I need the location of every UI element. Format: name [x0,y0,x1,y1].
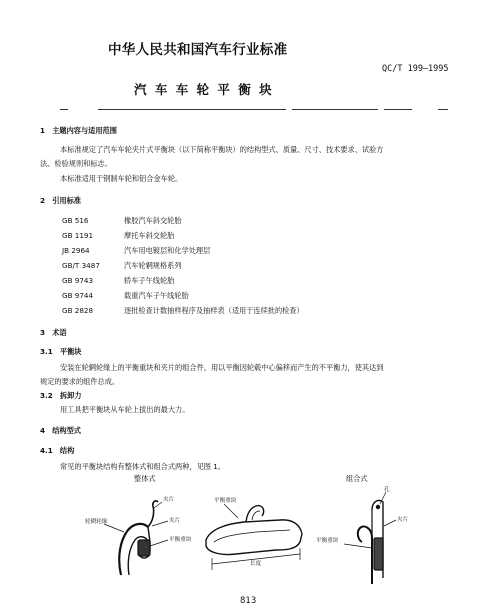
reference-title: 轿车子午线轮胎 [124,276,175,285]
label-clip-tip: 夹片 [163,497,175,503]
page-number: 813 [240,596,257,606]
section-1-paragraph-1-cont: 法、检验规则和标志。 [40,159,112,168]
reference-title: 摩托车斜交轮胎 [124,231,175,240]
section-4-heading: 4 结构型式 [40,426,81,435]
term-3-1-heading: 3.1 平衡块 [40,347,82,356]
reference-title: 载重汽车子午线轮胎 [124,291,189,300]
header-rule [60,109,68,110]
header-rule-segment [292,109,378,110]
standard-number: QC/T 199—1995 [382,64,449,74]
header-rule-segment [438,109,448,110]
label-length: 长度 [250,561,262,567]
figure-label-integral: 整体式 [134,474,156,483]
section-1-heading: 1 主题内容与适用范围 [40,126,117,135]
reference-code: GB 2828 [62,306,94,315]
reference-code: GB/T 3487 [62,261,100,270]
label-combined-weight: 平衡重块 [316,538,339,544]
subsection-4-1-text: 常见的平衡块结构有整体式和组合式两种，见图 1。 [60,462,225,471]
label-hole: 孔 [384,487,390,493]
section-2-heading: 2 引用标准 [40,196,81,205]
document-title: 汽 车 车 轮 平 衡 块 [134,82,274,97]
term-3-1-definition: 安装在轮辋轮缘上的平衡重块和夹片的组合件，用以平衡因轮毂中心偏移而产生的不平衡力，使其达到 [60,363,384,372]
section-1-paragraph-1: 本标准规定了汽车车轮夹片式平衡块（以下简称平衡块）的结构型式、质量、尺寸、技术要求、试验方 [60,145,384,154]
subsection-4-1-heading: 4.1 结构 [40,446,75,455]
label-combined-clip: 夹片 [397,517,409,523]
figure-1-drawing [0,480,499,585]
combined-weight-diagram [344,492,396,584]
reference-code: JB 2964 [62,246,90,255]
label-weight-body: 平衡重块 [214,498,237,504]
section-3-heading: 3 术语 [40,328,67,337]
label-balance-weight: 平衡重块 [169,537,192,543]
header-rule-segment [384,109,412,110]
term-3-2-definition: 用工具把平衡块从车轮上拔出的最大力。 [60,405,190,414]
label-clip: 夹片 [169,518,181,524]
term-3-1-definition-cont: 规定的要求的组件总成。 [40,377,120,386]
reference-title: 汽车用电镀层和化学处理层 [124,246,211,255]
header-rule-segment [98,109,286,110]
term-3-2-heading: 3.2 拆卸力 [40,391,82,400]
reference-code: GB 516 [62,216,89,225]
figure-label-combined: 组合式 [346,474,368,483]
section-1-paragraph-2: 本标准适用于钢制车轮和铝合金车轮。 [60,174,183,183]
reference-code: GB 9744 [62,291,94,300]
reference-title: 汽车轮辋规格系列 [124,261,182,270]
issuing-organization: 中华人民共和国汽车行业标准 [108,42,288,58]
reference-title: 橡胶汽车斜交轮胎 [124,216,182,225]
reference-code: GB 9743 [62,276,94,285]
reference-title: 逐批检查计数抽样程序及抽样表（适用于连续批的检查） [124,306,304,315]
label-rim-flange: 轮辋轮缘 [85,519,108,525]
integral-weight-diagram [104,501,168,575]
reference-code: GB 1191 [62,231,94,240]
